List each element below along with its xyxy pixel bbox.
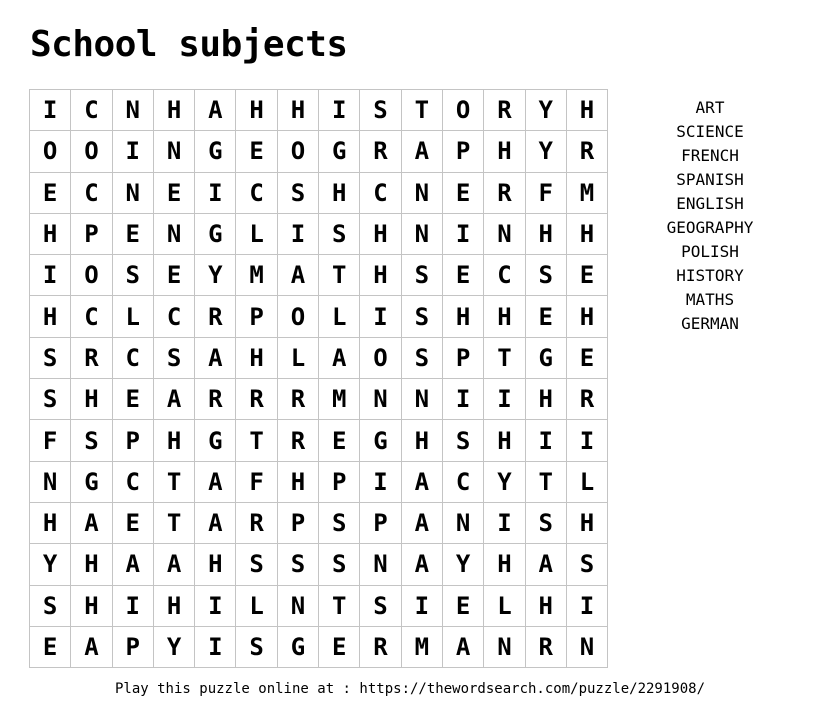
- grid-cell[interactable]: E: [319, 420, 360, 461]
- grid-cell[interactable]: E: [526, 296, 567, 337]
- grid-cell[interactable]: S: [402, 338, 443, 379]
- grid-cell[interactable]: S: [319, 503, 360, 544]
- grid-cell[interactable]: H: [71, 379, 112, 420]
- word-list-item: SCIENCE: [676, 122, 744, 141]
- grid-cell[interactable]: F: [526, 173, 567, 214]
- grid-cell[interactable]: I: [195, 586, 236, 627]
- grid-cell[interactable]: Y: [526, 90, 567, 131]
- grid-cell[interactable]: N: [402, 379, 443, 420]
- grid-cell[interactable]: E: [113, 503, 154, 544]
- grid-cell[interactable]: I: [30, 255, 71, 296]
- grid-cell[interactable]: O: [278, 296, 319, 337]
- grid-cell[interactable]: R: [484, 90, 525, 131]
- grid-cell[interactable]: O: [30, 131, 71, 172]
- grid-cell[interactable]: R: [526, 627, 567, 668]
- grid-cell[interactable]: T: [526, 462, 567, 503]
- grid-cell[interactable]: H: [484, 296, 525, 337]
- grid-cell[interactable]: H: [195, 544, 236, 585]
- grid-cell[interactable]: T: [484, 338, 525, 379]
- grid-cell[interactable]: A: [402, 544, 443, 585]
- grid-cell[interactable]: M: [567, 173, 608, 214]
- grid-cell[interactable]: R: [484, 173, 525, 214]
- grid-cell[interactable]: C: [113, 462, 154, 503]
- grid-cell[interactable]: I: [443, 379, 484, 420]
- grid-cell[interactable]: P: [443, 338, 484, 379]
- grid-cell[interactable]: S: [402, 296, 443, 337]
- grid-cell[interactable]: I: [484, 503, 525, 544]
- grid-cell[interactable]: H: [360, 214, 401, 255]
- grid-cell[interactable]: I: [360, 462, 401, 503]
- grid-cell[interactable]: S: [360, 90, 401, 131]
- grid-cell[interactable]: T: [402, 90, 443, 131]
- grid-cell[interactable]: N: [567, 627, 608, 668]
- grid-cell[interactable]: H: [30, 296, 71, 337]
- grid-cell[interactable]: S: [319, 544, 360, 585]
- grid-cell[interactable]: S: [113, 255, 154, 296]
- grid-cell[interactable]: H: [360, 255, 401, 296]
- grid-cell[interactable]: O: [71, 131, 112, 172]
- grid-cell[interactable]: H: [484, 544, 525, 585]
- grid-cell[interactable]: R: [360, 627, 401, 668]
- grid-cell[interactable]: A: [402, 462, 443, 503]
- grid-cell[interactable]: C: [154, 296, 195, 337]
- grid-cell[interactable]: E: [30, 627, 71, 668]
- grid-cell[interactable]: L: [113, 296, 154, 337]
- grid-cell[interactable]: H: [154, 90, 195, 131]
- grid-cell[interactable]: O: [278, 131, 319, 172]
- grid-cell[interactable]: A: [278, 255, 319, 296]
- grid-cell[interactable]: E: [236, 131, 277, 172]
- grid-cell[interactable]: M: [402, 627, 443, 668]
- grid-cell[interactable]: S: [526, 255, 567, 296]
- grid-cell[interactable]: A: [402, 503, 443, 544]
- grid-cell[interactable]: A: [71, 503, 112, 544]
- grid-cell[interactable]: Y: [30, 544, 71, 585]
- grid-cell[interactable]: A: [71, 627, 112, 668]
- grid-cell[interactable]: A: [154, 544, 195, 585]
- grid-cell[interactable]: A: [319, 338, 360, 379]
- puzzle-url-link[interactable]: https://thewordsearch.com/puzzle/2291908/: [359, 681, 705, 697]
- grid-cell[interactable]: H: [402, 420, 443, 461]
- grid-cell[interactable]: P: [360, 503, 401, 544]
- grid-cell[interactable]: S: [402, 255, 443, 296]
- grid-cell[interactable]: E: [30, 173, 71, 214]
- grid-cell[interactable]: H: [71, 586, 112, 627]
- grid-cell[interactable]: C: [71, 296, 112, 337]
- grid-cell[interactable]: T: [154, 503, 195, 544]
- grid-cell[interactable]: O: [71, 255, 112, 296]
- grid-cell[interactable]: R: [278, 379, 319, 420]
- grid-cell[interactable]: P: [236, 296, 277, 337]
- grid-cell[interactable]: N: [360, 379, 401, 420]
- grid-cell[interactable]: S: [567, 544, 608, 585]
- grid-cell[interactable]: N: [113, 173, 154, 214]
- grid-cell[interactable]: I: [360, 296, 401, 337]
- grid-cell[interactable]: E: [113, 214, 154, 255]
- grid-cell[interactable]: E: [443, 173, 484, 214]
- grid-cell[interactable]: R: [71, 338, 112, 379]
- grid-cell[interactable]: I: [113, 586, 154, 627]
- grid-cell[interactable]: G: [195, 420, 236, 461]
- footer-prefix: Play this puzzle online at :: [114, 681, 360, 697]
- grid-cell[interactable]: S: [71, 420, 112, 461]
- grid-cell[interactable]: A: [402, 131, 443, 172]
- grid-cell[interactable]: G: [195, 214, 236, 255]
- grid-cell[interactable]: H: [71, 544, 112, 585]
- grid-cell[interactable]: R: [195, 296, 236, 337]
- grid-cell[interactable]: S: [360, 586, 401, 627]
- grid-cell[interactable]: E: [443, 586, 484, 627]
- grid-cell[interactable]: N: [402, 173, 443, 214]
- grid-cell[interactable]: E: [567, 338, 608, 379]
- grid-cell[interactable]: C: [443, 462, 484, 503]
- grid-cell[interactable]: L: [236, 214, 277, 255]
- grid-cell[interactable]: F: [30, 420, 71, 461]
- grid-cell[interactable]: A: [154, 379, 195, 420]
- grid-cell[interactable]: S: [30, 586, 71, 627]
- grid-cell[interactable]: H: [484, 420, 525, 461]
- grid-cell[interactable]: A: [443, 627, 484, 668]
- word-list-item: GERMAN: [681, 314, 739, 333]
- grid-cell[interactable]: Y: [443, 544, 484, 585]
- grid-cell[interactable]: R: [567, 379, 608, 420]
- grid-cell[interactable]: H: [484, 131, 525, 172]
- grid-cell[interactable]: R: [236, 503, 277, 544]
- grid-cell[interactable]: S: [443, 420, 484, 461]
- grid-cell[interactable]: A: [195, 338, 236, 379]
- grid-cell[interactable]: R: [278, 420, 319, 461]
- grid-cell[interactable]: O: [443, 90, 484, 131]
- grid-cell[interactable]: N: [278, 586, 319, 627]
- grid-cell[interactable]: E: [154, 173, 195, 214]
- grid-cell[interactable]: S: [30, 379, 71, 420]
- grid-cell[interactable]: A: [113, 544, 154, 585]
- word-list-item: GEOGRAPHY: [666, 218, 754, 237]
- grid-cell[interactable]: I: [526, 420, 567, 461]
- grid-cell[interactable]: S: [278, 173, 319, 214]
- grid-cell[interactable]: H: [278, 462, 319, 503]
- grid-cell[interactable]: I: [402, 586, 443, 627]
- grid-cell[interactable]: S: [30, 338, 71, 379]
- grid-cell[interactable]: Y: [154, 627, 195, 668]
- grid-cell[interactable]: C: [360, 173, 401, 214]
- grid-cell[interactable]: I: [195, 627, 236, 668]
- grid-cell[interactable]: Y: [484, 462, 525, 503]
- grid-cell[interactable]: G: [195, 131, 236, 172]
- grid-cell[interactable]: T: [154, 462, 195, 503]
- grid-cell[interactable]: T: [236, 420, 277, 461]
- grid-cell[interactable]: G: [319, 131, 360, 172]
- grid-cell[interactable]: H: [567, 296, 608, 337]
- grid-cell[interactable]: G: [278, 627, 319, 668]
- grid-cell[interactable]: P: [278, 503, 319, 544]
- grid-cell[interactable]: N: [402, 214, 443, 255]
- grid-cell[interactable]: A: [195, 503, 236, 544]
- grid-cell[interactable]: H: [154, 586, 195, 627]
- grid-cell[interactable]: L: [319, 296, 360, 337]
- grid-cell[interactable]: A: [195, 462, 236, 503]
- grid-cell[interactable]: H: [236, 90, 277, 131]
- grid-cell[interactable]: E: [319, 627, 360, 668]
- grid-cell[interactable]: P: [113, 420, 154, 461]
- grid-cell[interactable]: I: [567, 586, 608, 627]
- grid-cell[interactable]: E: [567, 255, 608, 296]
- word-list-item: MATHS: [685, 290, 735, 309]
- grid-cell[interactable]: C: [236, 173, 277, 214]
- grid-cell[interactable]: N: [113, 90, 154, 131]
- grid-cell[interactable]: C: [113, 338, 154, 379]
- grid-cell[interactable]: S: [526, 503, 567, 544]
- grid-cell[interactable]: E: [443, 255, 484, 296]
- grid-cell[interactable]: N: [484, 627, 525, 668]
- grid-cell[interactable]: M: [236, 255, 277, 296]
- grid-cell[interactable]: A: [195, 90, 236, 131]
- grid-cell[interactable]: E: [154, 255, 195, 296]
- grid-cell[interactable]: P: [443, 131, 484, 172]
- grid-cell[interactable]: H: [526, 586, 567, 627]
- grid-cell[interactable]: H: [30, 503, 71, 544]
- grid-cell[interactable]: T: [319, 255, 360, 296]
- grid-cell[interactable]: O: [360, 338, 401, 379]
- grid-cell[interactable]: I: [484, 379, 525, 420]
- grid-cell[interactable]: G: [526, 338, 567, 379]
- grid-cell[interactable]: H: [567, 90, 608, 131]
- grid-cell[interactable]: R: [567, 131, 608, 172]
- grid-cell[interactable]: H: [526, 379, 567, 420]
- grid-cell[interactable]: P: [113, 627, 154, 668]
- grid-cell[interactable]: N: [360, 544, 401, 585]
- grid-cell[interactable]: I: [30, 90, 71, 131]
- grid-cell[interactable]: L: [484, 586, 525, 627]
- word-list-item: FRENCH: [681, 146, 739, 165]
- grid-cell[interactable]: H: [319, 173, 360, 214]
- grid-cell[interactable]: Y: [526, 131, 567, 172]
- grid-cell[interactable]: N: [443, 503, 484, 544]
- grid-cell[interactable]: I: [319, 90, 360, 131]
- word-list: [640, 96, 780, 336]
- grid-cell[interactable]: M: [319, 379, 360, 420]
- grid-cell[interactable]: C: [71, 173, 112, 214]
- word-list-item: POLISH: [681, 242, 739, 261]
- grid-cell[interactable]: H: [526, 214, 567, 255]
- grid-cell[interactable]: S: [319, 214, 360, 255]
- grid-cell[interactable]: I: [443, 214, 484, 255]
- word-list-item: ENGLISH: [676, 194, 744, 213]
- grid-cell[interactable]: L: [236, 586, 277, 627]
- grid-cell[interactable]: L: [567, 462, 608, 503]
- word-list-item: HISTORY: [676, 266, 744, 285]
- grid-cell[interactable]: I: [195, 173, 236, 214]
- grid-cell[interactable]: G: [71, 462, 112, 503]
- grid-cell[interactable]: N: [154, 214, 195, 255]
- grid-cell[interactable]: N: [484, 214, 525, 255]
- grid-cell[interactable]: I: [278, 214, 319, 255]
- grid-cell[interactable]: N: [154, 131, 195, 172]
- word-list-item: SPANISH: [676, 170, 744, 189]
- grid-cell[interactable]: S: [278, 544, 319, 585]
- grid-cell[interactable]: A: [526, 544, 567, 585]
- grid-cell[interactable]: R: [236, 379, 277, 420]
- grid-cell[interactable]: H: [236, 338, 277, 379]
- grid-cell[interactable]: L: [278, 338, 319, 379]
- letter-grid: [29, 89, 608, 668]
- grid-cell[interactable]: C: [71, 90, 112, 131]
- grid-cell[interactable]: H: [567, 503, 608, 544]
- grid-cell[interactable]: H: [154, 420, 195, 461]
- grid-cell[interactable]: H: [30, 214, 71, 255]
- footer: [0, 679, 820, 699]
- grid-cell[interactable]: I: [113, 131, 154, 172]
- grid-cell[interactable]: E: [113, 379, 154, 420]
- grid-cell[interactable]: Y: [195, 255, 236, 296]
- grid-cell[interactable]: F: [236, 462, 277, 503]
- grid-cell[interactable]: H: [567, 214, 608, 255]
- word-list-item: ART: [695, 98, 725, 117]
- page-title: School subjects: [30, 24, 348, 65]
- grid-cell[interactable]: P: [71, 214, 112, 255]
- grid-cell[interactable]: S: [236, 544, 277, 585]
- grid-cell[interactable]: G: [360, 420, 401, 461]
- grid-cell[interactable]: I: [567, 420, 608, 461]
- grid-cell[interactable]: T: [319, 586, 360, 627]
- grid-cell[interactable]: S: [154, 338, 195, 379]
- grid-cell[interactable]: R: [360, 131, 401, 172]
- grid-cell[interactable]: H: [443, 296, 484, 337]
- grid-cell[interactable]: S: [236, 627, 277, 668]
- grid-cell[interactable]: C: [484, 255, 525, 296]
- grid-cell[interactable]: R: [195, 379, 236, 420]
- grid-cell[interactable]: P: [319, 462, 360, 503]
- grid-cell[interactable]: N: [30, 462, 71, 503]
- grid-cell[interactable]: H: [278, 90, 319, 131]
